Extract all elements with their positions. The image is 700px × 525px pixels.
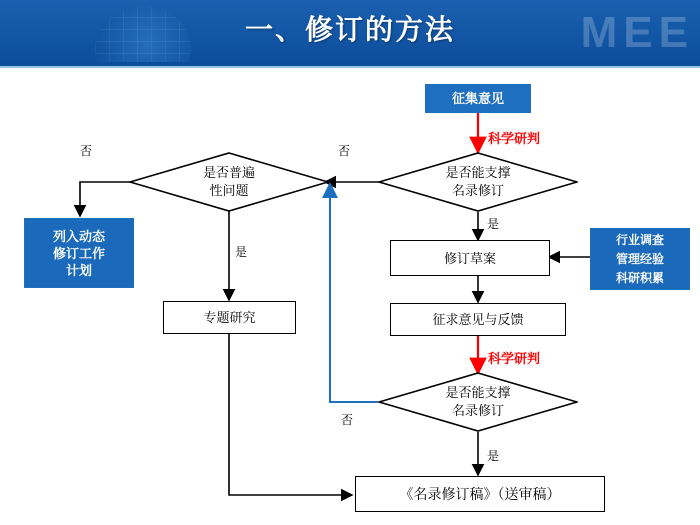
node-final-revision-draft-label: 《名录修订稿》（送审稿） [399, 485, 561, 502]
header-rule-light [0, 66, 700, 68]
decide1-line1: 是否能支撑 [445, 165, 511, 180]
general-line2: 性问题 [209, 183, 249, 198]
decide2-line1: 是否能支撑 [445, 385, 511, 400]
dynamic-line1: 列入动态 [52, 228, 105, 244]
edge-label-no-mid: 否 [338, 144, 351, 158]
industry-line3: 科研积累 [615, 270, 664, 285]
node-decision-general-problem[interactable] [129, 152, 329, 212]
node-dynamic-revision-plan[interactable] [24, 218, 134, 288]
general-line1: 是否普遍 [202, 165, 255, 180]
node-final-revision-draft[interactable] [355, 476, 605, 512]
edge-label-no-decide2: 否 [341, 413, 354, 427]
slide-header [0, 0, 700, 62]
node-special-research-label: 专题研究 [203, 310, 256, 325]
dynamic-line2: 修订工作 [52, 245, 105, 261]
node-decision-general-problem-label [129, 152, 329, 212]
annotation-scientific-judgement-1: 科学研判 [488, 131, 541, 146]
node-solicit-feedback[interactable] [390, 303, 566, 336]
node-industry-survey[interactable] [590, 228, 690, 290]
node-revision-draft-label: 修订草案 [443, 250, 496, 266]
industry-line1: 行业调查 [615, 232, 664, 247]
industry-line2: 管理经验 [615, 251, 664, 266]
node-collect-opinions-label: 征集意见 [451, 91, 504, 106]
edge-label-yes-decide2: 是 [487, 449, 500, 463]
page-title: 一、修订的方法 [244, 14, 455, 45]
node-solicit-feedback-label: 征求意见与反馈 [432, 312, 524, 327]
node-revision-draft[interactable] [390, 240, 550, 276]
node-decision-support-revision-2[interactable] [378, 372, 578, 432]
edge-label-no-top-left: 否 [80, 144, 93, 158]
node-decision-support-revision-1-label [378, 152, 578, 212]
node-decision-support-revision-1[interactable] [378, 152, 578, 212]
decide2-line2: 名录修订 [451, 403, 504, 418]
header-watermark: MEE [580, 8, 694, 57]
dynamic-line3: 计划 [65, 262, 92, 278]
annotation-scientific-judgement-2: 科学研判 [488, 351, 541, 366]
node-special-research[interactable] [163, 301, 296, 334]
edge-label-yes-decide1: 是 [487, 217, 500, 231]
edge-label-yes-general: 是 [235, 245, 248, 259]
decide1-line2: 名录修订 [451, 183, 504, 198]
node-decision-support-revision-2-label [378, 372, 578, 432]
node-collect-opinions[interactable] [425, 84, 531, 113]
